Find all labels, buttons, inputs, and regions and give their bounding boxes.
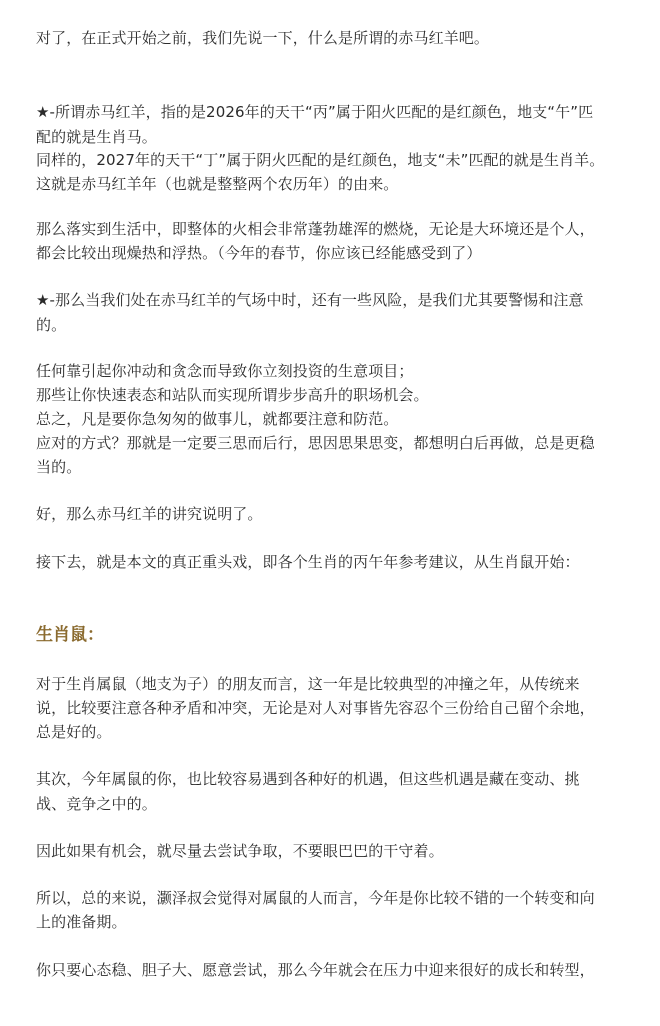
- text-line: 总之，凡是要你急匆匆的做事儿，就都要注意和防范。: [36, 410, 399, 428]
- text-line: 应对的方式？那就是一定要三思而后行，思因思果思变，都想明白后再做，总是更稳: [36, 434, 595, 452]
- text-line: ★-那么当我们处在赤马红羊的气场中时，还有一些风险，是我们尤其要警惕和注意: [36, 291, 584, 309]
- text-line: 接下去，就是本文的真正重头戏，即各个生肖的丙午年参考建议，从生肖鼠开始：: [36, 553, 580, 571]
- text-line: ★-所谓赤马红羊，指的是2026年的天干“丙”属于阳火匹配的是红颜色，地支“午”匹: [36, 103, 594, 121]
- text-line: 那么落实到生活中，即整体的火相会非常蓬勃雄浑的燃烧，无论是大环境还是个人，: [36, 220, 595, 238]
- text-line: 因此如果有机会，就尽量去尝试争取，不要眼巴巴的干守着。: [36, 842, 444, 860]
- text-line: 其次，今年属鼠的你，也比较容易遇到各种好的机遇，但这些机遇是藏在变动、挑: [36, 770, 580, 788]
- text-line: 好，那么赤马红羊的讲究说明了。: [36, 505, 263, 523]
- text-line: 配的就是生肖马。: [36, 128, 157, 146]
- text-line: 当的。: [36, 458, 82, 476]
- text-line: 都会比较出现燥热和浮热。（今年的春节，你应该已经能感受到了）: [36, 244, 482, 262]
- text-line: 你只要心态稳、胆子大、愿意尝试，那么今年就会在压力中迎来很好的成长和转型，: [36, 961, 595, 979]
- section-heading: 生肖鼠：: [36, 625, 104, 645]
- text-line: 任何靠引起你冲动和贪念而导致你立刻投资的生意项目；: [36, 362, 414, 380]
- text-line: 战、竞争之中的。: [36, 795, 157, 813]
- text-line: 总是好的。: [36, 723, 112, 741]
- text-line: 那些让你快速表态和站队而实现所谓步步高升的职场机会。: [36, 386, 429, 404]
- text-line: 的。: [36, 316, 67, 334]
- text-line: 这就是赤马红羊年（也就是整整两个农历年）的由来。: [36, 175, 399, 193]
- text-line: 上的准备期。: [36, 913, 127, 931]
- text-line: 所以，总的来说，灏泽叔会觉得对属鼠的人而言，今年是你比较不错的一个转变和向: [36, 889, 595, 907]
- text-line: 同样的，2027年的天干“丁”属于阴火匹配的是红颜色，地支“未”匹配的就是生肖羊。: [36, 151, 605, 169]
- text-line: 说，比较要注意各种矛盾和冲突，无论是对人对事皆先容忍个三份给自己留个余地，: [36, 699, 595, 717]
- text-line: 对于生肖属鼠（地支为子）的朋友而言，这一年是比较典型的冲撞之年，从传统来: [36, 675, 580, 693]
- text-line: 对了，在正式开始之前，我们先说一下，什么是所谓的赤马红羊吧。: [36, 29, 490, 47]
